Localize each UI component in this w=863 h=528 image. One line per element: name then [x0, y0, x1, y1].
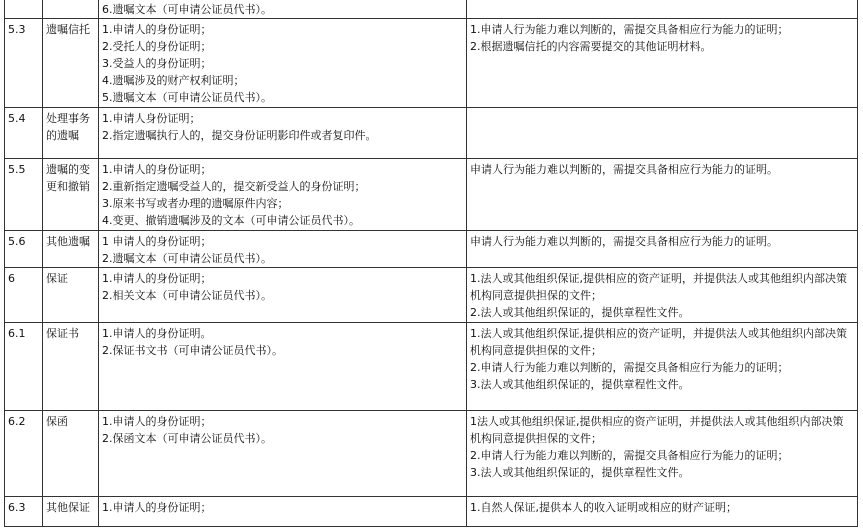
materials-cell: [99, 0, 467, 19]
notes-cell: [467, 108, 858, 159]
material-line: 1.申请人的身份证明；: [102, 163, 212, 176]
notes-cell: [467, 268, 858, 323]
note-line: 1.申请人行为能力难以判断的，需提交具备相应行为能力的证明；: [470, 23, 789, 36]
materials-cell: [99, 323, 467, 411]
material-line: 3.原来书写或者办理的遗嘱原件内容；: [102, 197, 289, 210]
note-line: 1.法人或其他组织保证,提供相应的资产证明，并提供法人或其他组织内部决策机构同意提供担保的文件；: [470, 327, 847, 357]
material-line: 4.遗嘱涉及的财产权利证明；: [102, 74, 245, 87]
item-number-cell: 6.1: [5, 323, 43, 411]
item-name-cell: [43, 0, 99, 19]
item-number-cell: 6: [5, 268, 43, 323]
table-row: [5, 497, 858, 527]
notes-cell: [467, 19, 858, 108]
note-line: 1法人或其他组织保证,提供相应的资产证明，并提供法人或其他组织内部决策机构同意提供担保的文件；: [470, 415, 844, 445]
note-line: 3.法人或其他组织保证的，提供章程性文件。: [470, 466, 690, 479]
material-line: 2.保证书文书（可申请公证员代书）。: [102, 344, 283, 357]
material-line: 3.受益人的身份证明；: [102, 57, 212, 70]
materials-cell: [99, 108, 467, 159]
table-row: [5, 323, 858, 411]
item-number-cell: 6.3: [5, 497, 43, 527]
notes-cell: [467, 497, 858, 527]
material-line: 2.重新指定遗嘱受益人的，提交新受益人的身份证明；: [102, 180, 366, 193]
notes-cell: [467, 159, 858, 231]
table-row: [5, 268, 858, 323]
materials-cell: [99, 411, 467, 497]
table-row: [5, 159, 858, 231]
materials-cell: [99, 159, 467, 231]
item-name-cell: 保函: [43, 411, 99, 497]
table-row: [5, 19, 858, 108]
item-number-cell: 6.2: [5, 411, 43, 497]
material-line: 1.申请人的身份证明；: [102, 23, 212, 36]
item-number-cell: 5.3: [5, 19, 43, 108]
notes-cell: [467, 0, 858, 19]
material-line: 2.相关文本（可申请公证员代书）。: [102, 289, 272, 302]
notary-materials-table: [4, 0, 858, 527]
note-line: 1.法人或其他组织保证,提供相应的资产证明，并提供法人或其他组织内部决策机构同意提供担保的文件；: [470, 272, 847, 302]
material-line: 1.申请人身份证明；: [102, 112, 201, 125]
materials-cell: [99, 19, 467, 108]
materials-cell: [99, 497, 467, 527]
note-line: 3.法人或其他组织保证的，提供章程性文件。: [470, 378, 690, 391]
table-row: [5, 0, 858, 19]
table-row: [5, 231, 858, 268]
materials-cell: [99, 231, 467, 268]
material-line: 1.申请人的身份证明；: [102, 501, 212, 514]
item-number-cell: 5.6: [5, 231, 43, 268]
material-line: 2.受托人的身份证明；: [102, 40, 212, 53]
item-name-cell: 保证书: [43, 323, 99, 411]
table-row: [5, 411, 858, 497]
notes-cell: [467, 231, 858, 268]
note-line: 2.法人或其他组织保证的，提供章程性文件。: [470, 306, 690, 319]
material-line: 5.遗嘱文本（可申请公证员代书）。: [102, 91, 272, 104]
material-line: 2.保函文本（可申请公证员代书）。: [102, 432, 272, 445]
item-number-cell: 5.5: [5, 159, 43, 231]
material-line: 1.申请人的身份证明；: [102, 415, 212, 428]
material-line: 1.申请人的身份证明；: [102, 272, 212, 285]
item-name-cell: 保证: [43, 268, 99, 323]
table-row: [5, 108, 858, 159]
note-line: 1.自然人保证,提供本人的收入证明或相应的财产证明；: [470, 501, 737, 514]
note-line: 2.申请人行为能力难以判断的，需提交具备相应行为能力的证明；: [470, 449, 789, 462]
note-line: 申请人行为能力难以判断的，需提交具备相应行为能力的证明。: [470, 163, 778, 176]
material-line: 2.遗嘱文本（可申请公证员代书）。: [102, 252, 272, 265]
item-number-cell: [5, 0, 43, 19]
material-line: 1.申请人的身份证明。: [102, 327, 212, 340]
material-line: 1 申请人的身份证明；: [102, 235, 212, 248]
item-name-cell: 其他保证: [43, 497, 99, 527]
item-name-cell: 遗嘱信托: [43, 19, 99, 108]
note-line: 2.根据遗嘱信托的内容需要提交的其他证明材料。: [470, 40, 712, 53]
item-number-cell: 5.4: [5, 108, 43, 159]
item-name-cell: 其他遗嘱: [43, 231, 99, 268]
note-line: 申请人行为能力难以判断的，需提交具备相应行为能力的证明。: [470, 235, 778, 248]
material-line: 4.变更、撤销遗嘱涉及的文本（可申请公证员代书）。: [102, 214, 360, 227]
item-name-cell: 处理事务的遗嘱: [43, 108, 99, 159]
note-line: 2.申请人行为能力难以判断的，需提交具备相应行为能力的证明；: [470, 361, 789, 374]
item-name-cell: 遗嘱的变更和撤销: [43, 159, 99, 231]
materials-cell: [99, 268, 467, 323]
notes-cell: [467, 411, 858, 497]
material-line: 2.指定遗嘱执行人的，提交身份证明影印件或者复印件。: [102, 129, 377, 142]
table-body: [5, 0, 858, 527]
material-line: 6.遗嘱文本（可申请公证员代书）。: [102, 3, 272, 16]
notes-cell: [467, 323, 858, 411]
